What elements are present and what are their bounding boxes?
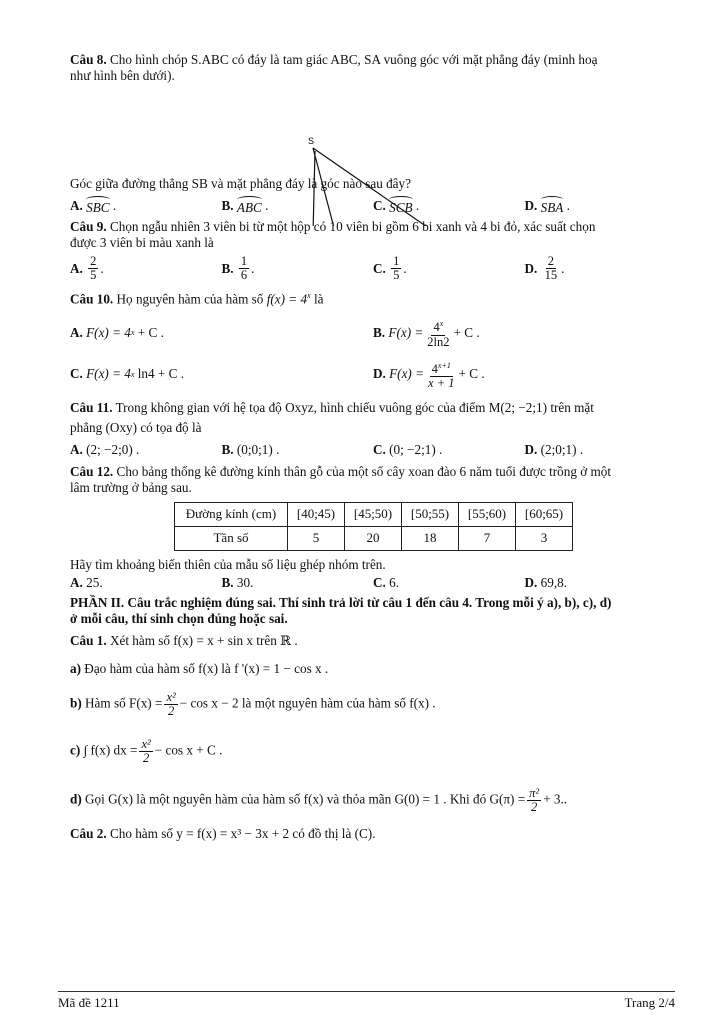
option-lhs: F(x) = [388, 324, 424, 340]
option-value: (2; −2;0) . [86, 441, 140, 457]
q9-text2: được 3 viên bi màu xanh là [70, 235, 214, 250]
option-rest: ln4 + C . [137, 366, 185, 382]
page-number: Trang 2/4 [624, 995, 675, 1010]
q9-text1: Chọn ngẫu nhiên 3 viên bi từ một hộp có 10 viên bi gồm 6 bi xanh và 4 bi đỏ, xác suất chọn [109, 219, 596, 234]
option-value: ABC [237, 196, 262, 216]
fraction [425, 317, 451, 348]
option-label: C. [373, 260, 386, 276]
option-label: B. [221, 574, 234, 590]
denominator: 2ln2 [427, 334, 450, 349]
option-label: A. [70, 198, 83, 213]
item-post: + 3.. [543, 791, 568, 807]
option-rest: + C . [453, 324, 480, 340]
exp: x [130, 369, 135, 379]
q10-label: Câu 10. [70, 291, 114, 307]
option-value: 30. [236, 574, 254, 590]
option-label: D. [524, 441, 538, 457]
option-label: C. [373, 574, 386, 590]
item-label: b) [70, 695, 82, 711]
fraction [543, 255, 560, 282]
option-value: SBA [541, 196, 564, 216]
q8-label: Câu 8. [70, 52, 107, 67]
denominator: 2 [531, 799, 538, 814]
q9-option-d[interactable]: D. $\frac{2}{15}$ . [524, 254, 565, 282]
q10-options-row1 [70, 317, 676, 348]
p2q1-c[interactable] [70, 738, 676, 765]
table-cell: 18 [402, 526, 459, 550]
option-rest: + C . [137, 324, 164, 340]
q12-option-d[interactable] [525, 575, 677, 591]
option-label: C. [373, 441, 386, 457]
p2q2-text [70, 826, 676, 842]
option-value: SBC [86, 196, 109, 216]
option-label: B. [221, 441, 234, 457]
q10-tail: là [313, 291, 324, 307]
q10-option-b[interactable] [373, 317, 676, 348]
numerator: 4 [433, 320, 440, 335]
table-cell: 7 [459, 526, 516, 550]
q11-option-d[interactable] [525, 442, 677, 458]
q9-text [70, 219, 676, 235]
q8-option-d[interactable]: D. SBA . [524, 198, 570, 215]
q12-text [70, 464, 676, 480]
option-value: (0; −2;1) . [389, 441, 443, 457]
denominator: 5 [393, 268, 400, 282]
exp: x [130, 328, 135, 338]
item-label: a) [70, 660, 81, 676]
q10-func-exp: x [307, 291, 311, 300]
option-label: C. [70, 366, 83, 382]
p2q1-label: Câu 1. [70, 632, 107, 648]
option-label: D. [524, 198, 538, 213]
table-cell: [40;45) [288, 502, 345, 526]
q11-text1: Trong không gian với hệ tọa độ Oxyz, hình chiếu vuông góc của điểm M(2; −2;1) trên mặt [115, 399, 594, 415]
numerator: 4 [431, 361, 438, 376]
numerator: x² [141, 736, 151, 751]
q11-label: Câu 11. [70, 399, 113, 415]
q8-text1: Cho hình chóp S.ABC có đáy là tam giác ABC, SA vuông góc với mặt phẳng đáy (minh hoạ [109, 52, 598, 67]
option-label: B. [221, 260, 234, 276]
denominator: 2 [142, 750, 150, 765]
option-label: A. [70, 574, 83, 590]
denominator: 5 [90, 268, 97, 282]
option-label: D. [373, 366, 386, 382]
frequency-table [174, 502, 573, 551]
q12-option-a[interactable] [70, 575, 222, 591]
q12-label: Câu 12. [70, 463, 114, 479]
q10-option-a[interactable] [70, 317, 373, 348]
q11-text [70, 400, 676, 416]
p2q1-stem: Xét hàm số f(x) = x + sin x trên ℝ . [109, 632, 298, 648]
item-post: − cos x − 2 là một nguyên hàm của hàm số f(x) . [179, 695, 436, 711]
part2-heading2: ở mỗi câu, thí sinh chọn đúng hoặc sai. [70, 610, 288, 626]
table-cell: [55;60) [459, 502, 516, 526]
part2-heading1: PHẦN II. Câu trắc nghiệm đúng sai. Thí sinh trả lời từ câu 1 đến câu 4. Trong mỗi ý a), b), c), d) [70, 594, 612, 610]
table-cell: [50;55) [402, 502, 459, 526]
table-cell: [60;65) [516, 502, 573, 526]
item-label: c) [70, 742, 81, 758]
p2q1-b[interactable] [70, 691, 676, 718]
page-footer [58, 991, 675, 1011]
q10-func: f(x) = 4 [266, 291, 308, 307]
table-row [175, 526, 573, 550]
q9-option-b[interactable]: B. $\frac{1}{6}$ . [221, 254, 255, 282]
q12-question: Hãy tìm khoảng biến thiên của mẫu số liệu ghép nhóm trên. [70, 556, 386, 572]
table-cell: Tần số [175, 526, 288, 550]
q10-option-c[interactable] [70, 359, 373, 390]
q8-question: Góc giữa đường thẳng SB và mặt phẳng đáy là góc nào sau đây? [70, 176, 411, 191]
q9-option-a[interactable]: A. $\frac{2}{5}$ . [70, 254, 104, 282]
option-label: D. [524, 260, 538, 276]
numerator: π² [529, 785, 540, 800]
table-cell: [45;50) [345, 502, 402, 526]
table-cell: 3 [516, 526, 573, 550]
q11-text2: phẳng (Oxy) có tọa độ là [70, 419, 202, 435]
q10-options-row2 [70, 359, 676, 390]
q11-options [70, 442, 676, 458]
fraction [88, 255, 98, 282]
exam-page [70, 52, 676, 842]
item-post: − cos x + C . [154, 742, 223, 758]
option-value: SCB [389, 196, 412, 216]
option-value: 6. [389, 574, 400, 590]
item-pre: ∫ f(x) dx = [83, 742, 138, 758]
numerator: 1 [393, 254, 400, 268]
q10-text [70, 288, 676, 307]
option-value: 25. [86, 574, 103, 590]
q8-text2: như hình bên dưới). [70, 68, 175, 83]
numerator: 2 [90, 254, 97, 268]
q10-option-d[interactable] [373, 359, 676, 390]
table-cell: 5 [288, 526, 345, 550]
option-label: C. [373, 198, 386, 213]
p2q1-a[interactable] [70, 661, 676, 677]
item-pre: Gọi G(x) là một nguyên hàm của hàm số f(x) và thỏa mãn G(0) = 1 . Khi đó G(π) = [85, 791, 526, 807]
q9-label: Câu 9. [70, 219, 107, 234]
item-label: d) [70, 791, 82, 807]
option-label: B. [221, 198, 234, 213]
p2q1-d[interactable] [70, 787, 676, 814]
q12-option-c[interactable] [373, 575, 525, 591]
option-value: 69,8. [540, 574, 567, 590]
fraction [527, 787, 541, 814]
q8-option-a[interactable]: A. SBC . [70, 198, 117, 215]
numerator: x² [166, 689, 176, 704]
exp: x+1 [437, 360, 451, 370]
q11-option-a[interactable] [70, 442, 222, 458]
q8-text [70, 52, 676, 68]
option-lhs: F(x) = [389, 366, 425, 382]
q9-options [70, 255, 676, 282]
option-label: B. [373, 324, 386, 340]
q12-option-b[interactable] [222, 575, 374, 591]
denominator: 15 [544, 268, 558, 282]
option-rest: + C . [458, 366, 485, 382]
denominator: 2 [167, 703, 175, 718]
exam-code: Mã đề 1211 [58, 995, 120, 1010]
q11-option-c[interactable] [373, 442, 525, 458]
option-value: F(x) = 4 [86, 324, 131, 340]
q10-stem: Họ nguyên hàm của hàm số [116, 291, 264, 307]
fraction [426, 359, 456, 390]
table-cell: 20 [345, 526, 402, 550]
option-label: D. [524, 574, 538, 590]
exp: x [439, 319, 444, 329]
q8-option-c[interactable]: C. SCB . [373, 198, 420, 215]
option-value: F(x) = 4 [86, 366, 131, 382]
item-pre: Hàm số F(x) = [85, 695, 163, 711]
option-label: A. [70, 441, 83, 457]
denominator: x + 1 [428, 375, 455, 390]
denominator: 6 [240, 268, 248, 282]
option-value: (2;0;1) . [540, 441, 584, 457]
table-header-row [175, 502, 573, 526]
q12-text1: Cho bảng thống kê đường kính thân gỗ của một số cây xoan đào 6 năm tuổi được trồng ở một [116, 463, 612, 479]
numerator: 2 [547, 254, 554, 268]
fraction [239, 255, 249, 282]
q8-option-b[interactable]: B. ABC . [221, 198, 269, 215]
q11-option-b[interactable] [222, 442, 374, 458]
q9-option-c[interactable]: C. $\frac{1}{5}$ . [373, 254, 407, 282]
item-text: Đạo hàm của hàm số f(x) là f '(x) = 1 − cos x . [84, 660, 329, 676]
p2q2-label: Câu 2. [70, 825, 107, 841]
fraction [391, 255, 401, 282]
table-cell: Đường kính (cm) [175, 502, 288, 526]
fraction [164, 691, 177, 718]
numerator: 1 [240, 254, 248, 268]
q8-options [70, 196, 676, 216]
p2q2-stem: Cho hàm số y = f(x) = x³ − 3x + 2 có đồ thị là (C). [109, 825, 376, 841]
option-label: A. [70, 324, 83, 340]
q12-options [70, 575, 676, 591]
option-value: (0;0;1) . [236, 441, 280, 457]
label-s: S [308, 136, 315, 146]
q12-text2: lâm trường ở bảng sau. [70, 479, 192, 495]
option-label: A. [70, 260, 83, 276]
fraction [139, 738, 152, 765]
p2q1-text [70, 633, 676, 649]
